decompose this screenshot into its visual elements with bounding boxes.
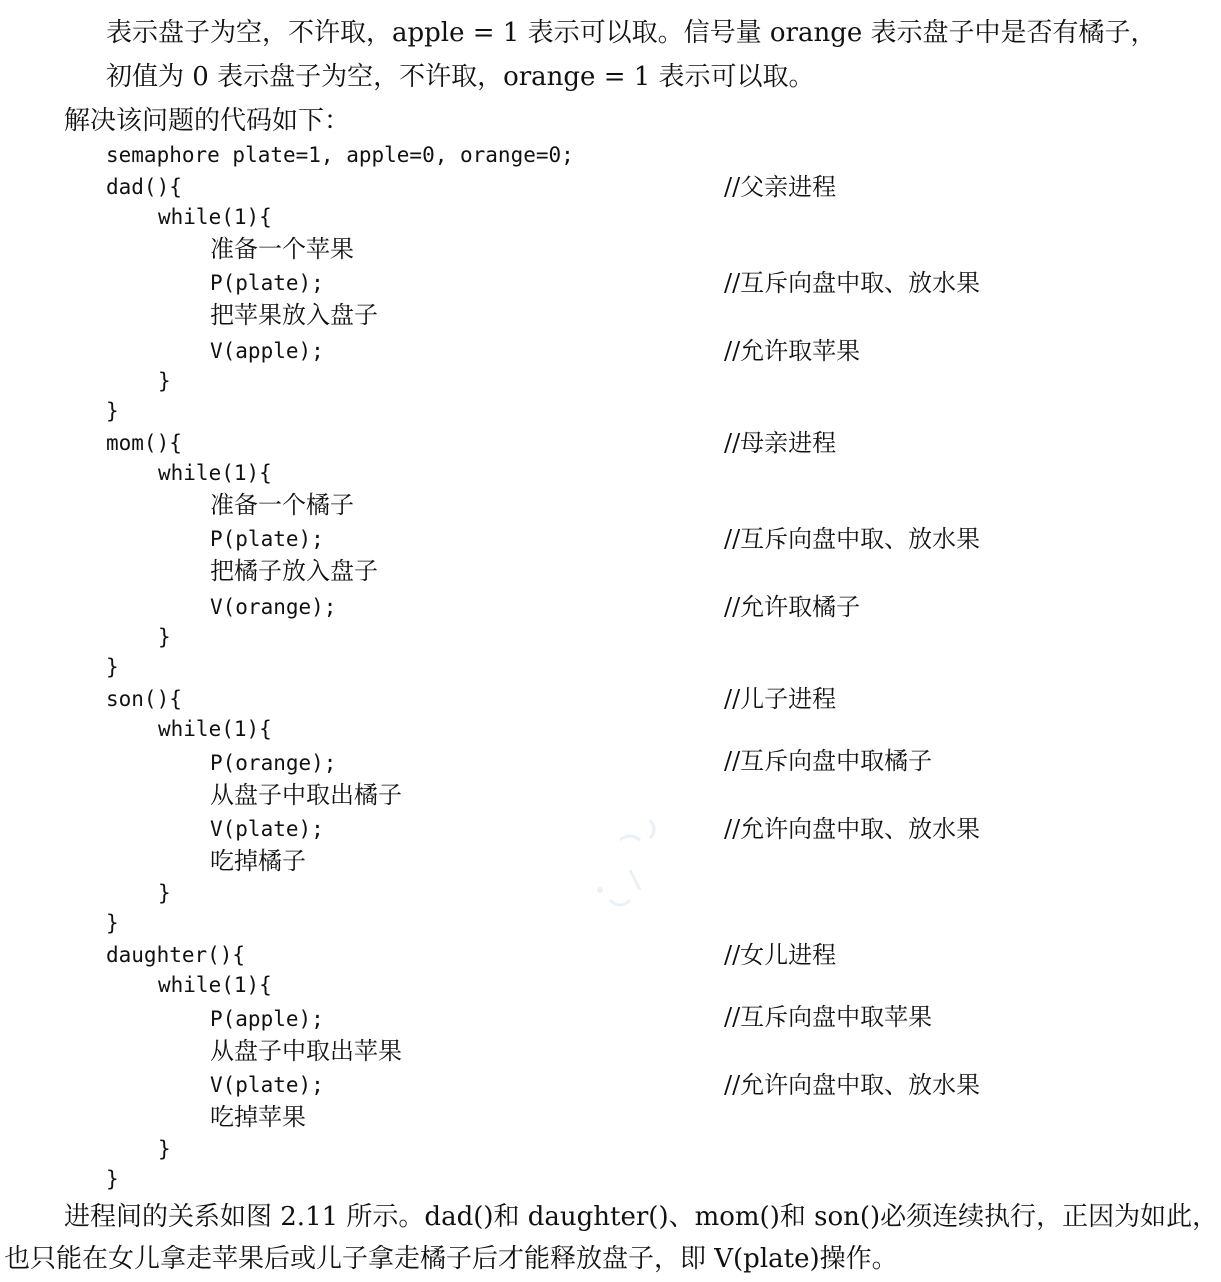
code-line: } — [158, 1137, 171, 1161]
code-line: } — [158, 625, 171, 649]
code-line: P(orange); — [210, 751, 337, 775]
code-line: } — [106, 655, 119, 679]
code-line: V(plate); — [210, 1073, 324, 1097]
code-line: while(1){ — [158, 205, 272, 229]
comment-mom: //母亲进程 — [724, 429, 837, 457]
code-line: 从盘子中取出橘子 — [210, 781, 402, 809]
code-comment: //允许取橘子 — [724, 593, 861, 621]
comment-daughter: //女儿进程 — [724, 941, 837, 969]
code-line: } — [158, 369, 171, 393]
code-comment: //互斥向盘中取苹果 — [724, 1003, 933, 1031]
watermark-icon — [560, 800, 720, 960]
code-line: } — [106, 911, 119, 935]
closing-line-1: 进程间的关系如图 2.11 所示。dad()和 daughter()、mom()和 son()必须连续执行，正因为如此， — [64, 1202, 1219, 1232]
code-line-daughter: daughter(){ — [106, 943, 246, 967]
code-comment: //允许向盘中取、放水果 — [724, 815, 981, 843]
code-comment: //允许取苹果 — [724, 337, 861, 365]
code-line: 吃掉苹果 — [210, 1103, 306, 1131]
code-line: P(plate); — [210, 271, 324, 295]
code-line: while(1){ — [158, 717, 272, 741]
code-line: 把苹果放入盘子 — [210, 301, 378, 329]
code-line: while(1){ — [158, 973, 272, 997]
closing-line-2: 也只能在女儿拿走苹果后或儿子拿走橘子后才能释放盘子，即 V(plate)操作。 — [4, 1244, 898, 1274]
code-comment: //互斥向盘中取、放水果 — [724, 269, 981, 297]
code-line: } — [106, 399, 119, 423]
code-declaration: semaphore plate=1, apple=0, orange=0; — [106, 143, 574, 167]
code-line: 准备一个橘子 — [210, 491, 354, 519]
code-line: V(apple); — [210, 339, 324, 363]
code-line: } — [158, 881, 171, 905]
intro-line-1: 表示盘子为空，不许取，apple = 1 表示可以取。信号量 orange 表示盘子中是否有橘子， — [106, 18, 1157, 48]
code-line: 把橘子放入盘子 — [210, 557, 378, 585]
code-line: 吃掉橘子 — [210, 847, 306, 875]
code-line: P(apple); — [210, 1007, 324, 1031]
code-line: while(1){ — [158, 461, 272, 485]
code-comment: //允许向盘中取、放水果 — [724, 1071, 981, 1099]
comment-son: //儿子进程 — [724, 685, 837, 713]
intro-line-2: 初值为 0 表示盘子为空，不许取，orange = 1 表示可以取。 — [106, 62, 815, 92]
code-line: P(plate); — [210, 527, 324, 551]
code-line: 准备一个苹果 — [210, 235, 354, 263]
code-line: 从盘子中取出苹果 — [210, 1037, 402, 1065]
code-line: V(plate); — [210, 817, 324, 841]
code-line: } — [106, 1167, 119, 1191]
code-line-son: son(){ — [106, 687, 182, 711]
code-line: V(orange); — [210, 595, 337, 619]
code-line-mom: mom(){ — [106, 431, 182, 455]
code-heading: 解决该问题的代码如下： — [64, 106, 351, 136]
code-line-dad: dad(){ — [106, 175, 182, 199]
code-comment: //互斥向盘中取橘子 — [724, 747, 933, 775]
comment-dad: //父亲进程 — [724, 173, 837, 201]
code-comment: //互斥向盘中取、放水果 — [724, 525, 981, 553]
